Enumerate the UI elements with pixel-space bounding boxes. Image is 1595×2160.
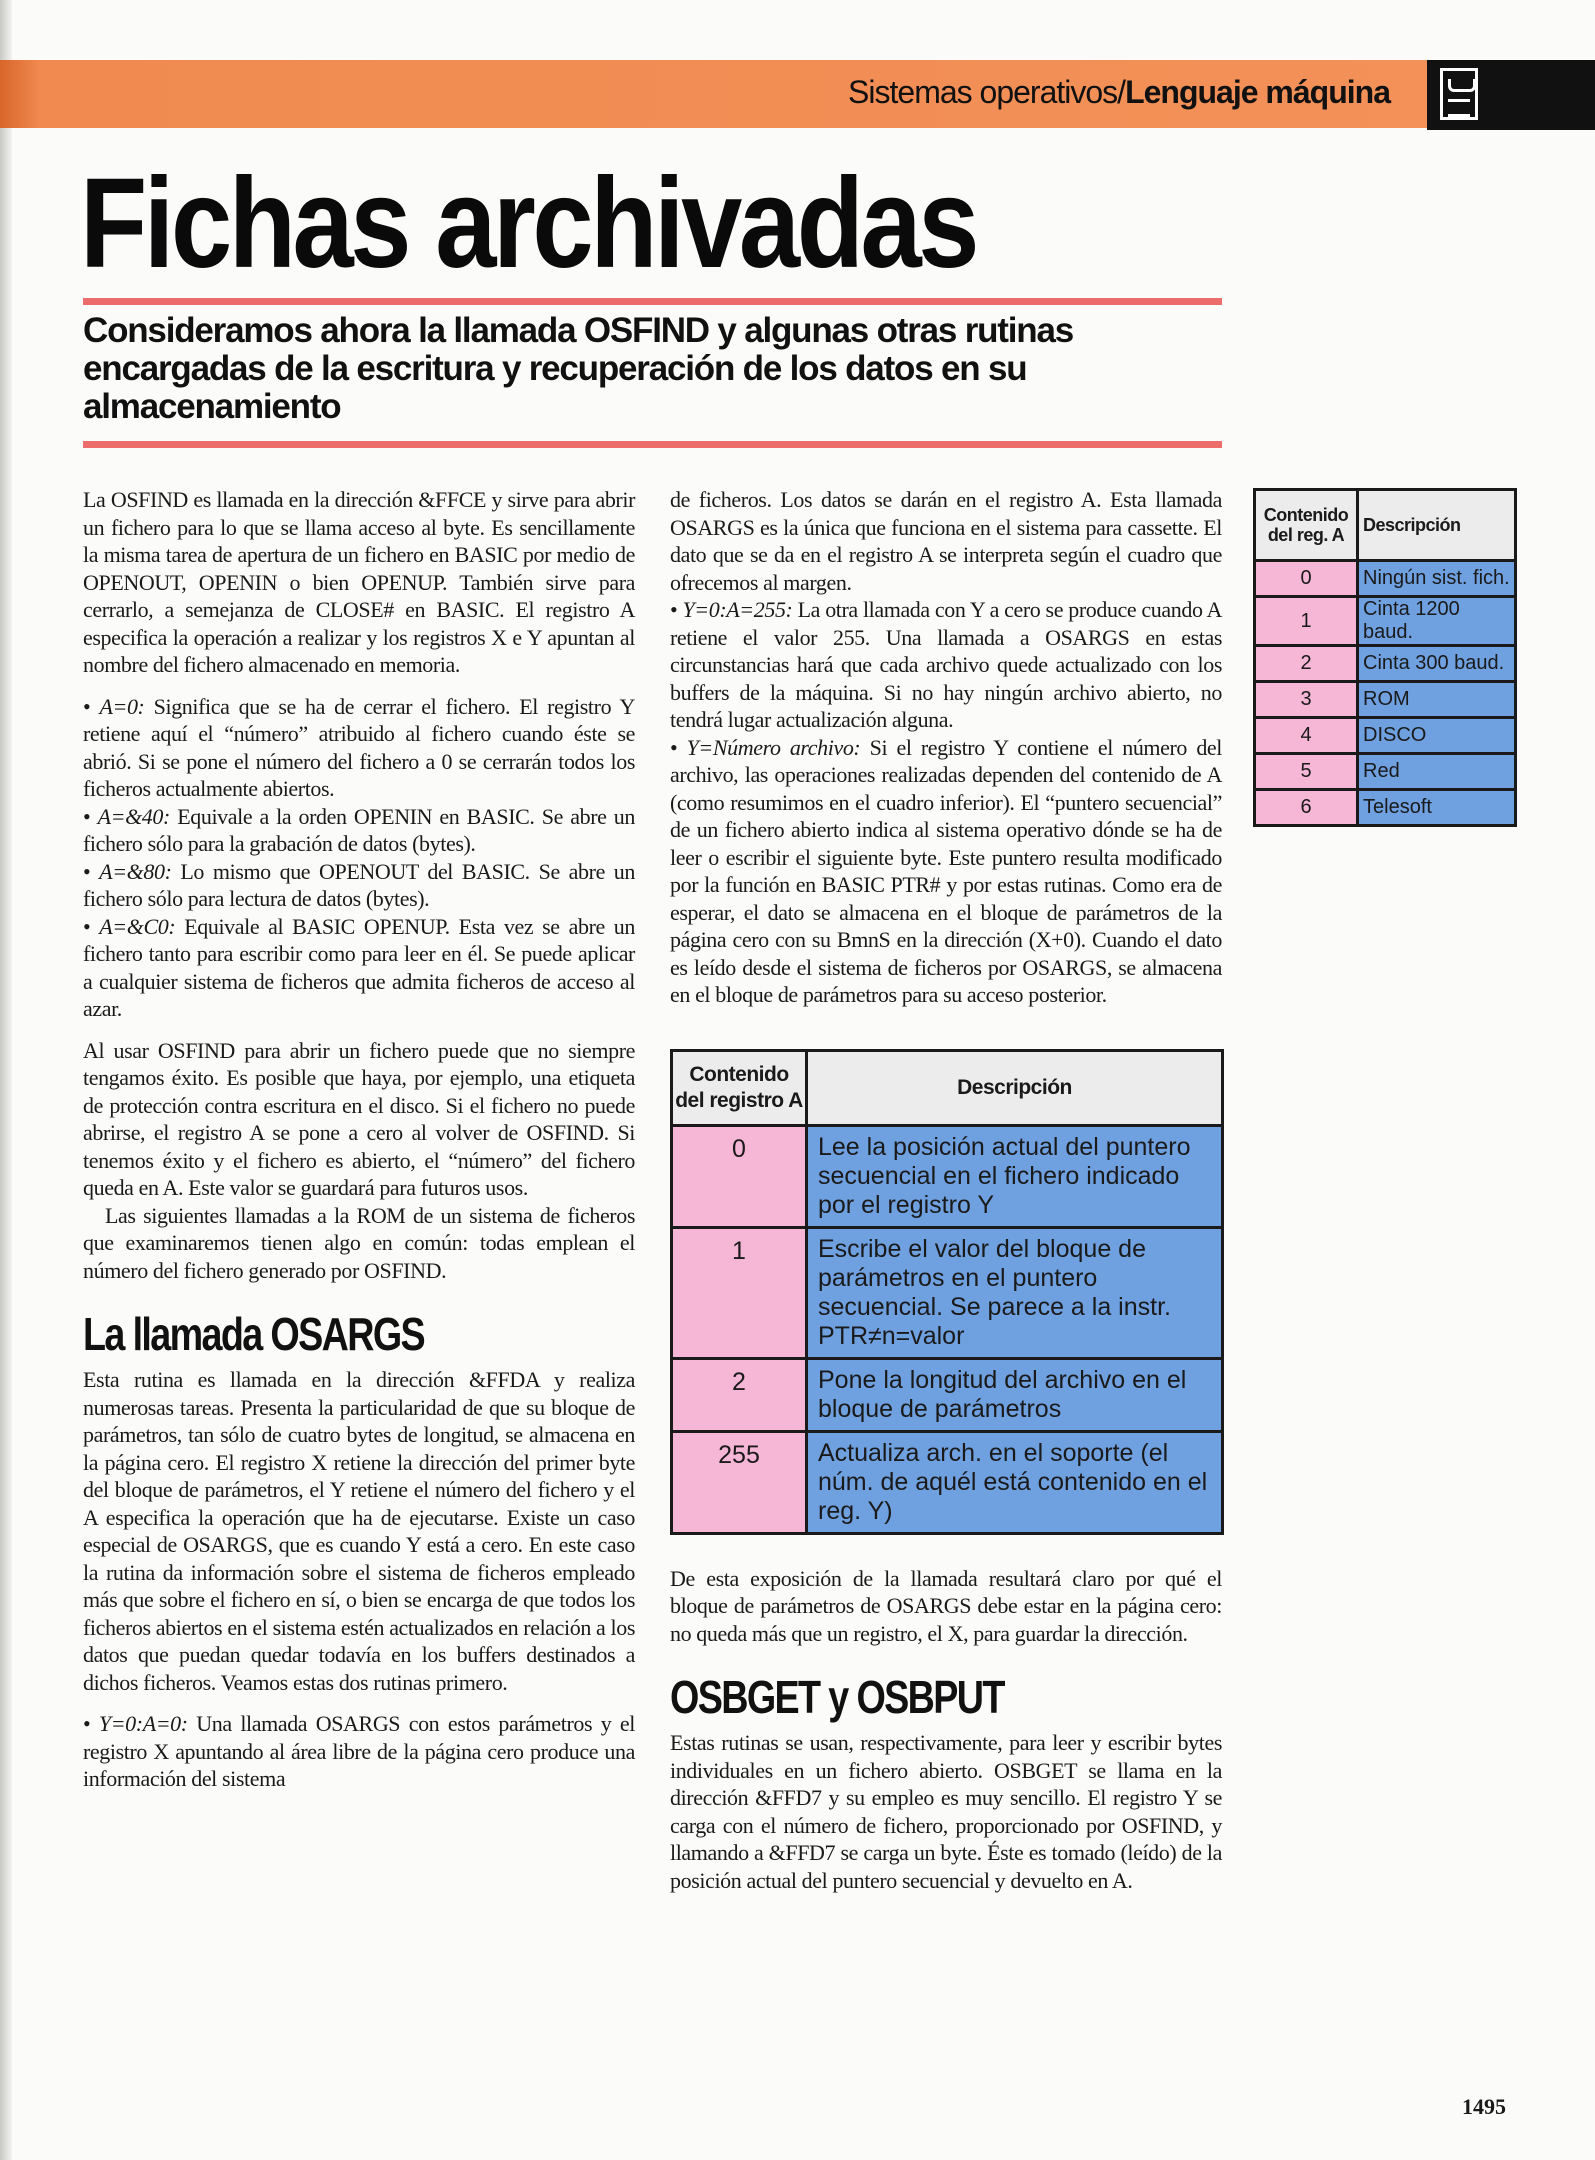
table-cell: 4: [1255, 718, 1358, 754]
table-row: [672, 1125, 1223, 1227]
table-row: [1255, 754, 1516, 790]
table-cell: 2: [672, 1358, 807, 1431]
section-heading: OSBGET y OSBPUT: [670, 1671, 1004, 1723]
column-header: Descripción: [807, 1050, 1223, 1125]
table-cell: Ningún sist. fich.: [1358, 561, 1516, 597]
table-cell: Cinta 300 baud.: [1358, 646, 1516, 682]
paragraph-text: De esta exposición de la llamada resultará claro por qué el bloque de parámetros de OSARGS debe estar en la página cero: no queda más que un registro, el X, para guardar la dirección.: [670, 1565, 1222, 1646]
column-header: Contenido del reg. A: [1255, 490, 1358, 561]
list-item: • Y=Número archivo: Si el registro Y contiene el número del archivo, las operaciones realizadas dependen del contenido de A (como resumimos en el cuadro inferior). El “puntero secuencial” de un fichero abierto indica al sistema operativo dónde se ha de leer o escribir el siguiente byte. Este puntero resulta modificado por la función en BASIC PTR# y por estas rutinas. Como era de esperar, el dato se almacena en el bloque de parámetros de la página cero con su BmnS en la dirección (X+0). Cuando el dato es leído desde el sistema de ficheros por OSARGS, se almacena en el bloque de parámetros para su acceso posterior.: [670, 734, 1222, 1007]
table-cell: ROM: [1358, 682, 1516, 718]
table-header-row: [1255, 490, 1516, 561]
table-cell: 5: [1255, 754, 1358, 790]
paragraph-text: Las siguientes llamadas a la ROM de un sistema de ficheros que examinaremos tienen algo en común: todas emplean el número del fichero generado por OSFIND.: [83, 1202, 635, 1283]
section-label: Sistemas operativos/: [848, 74, 1126, 110]
table-row: [1255, 718, 1516, 754]
table-row: [1255, 597, 1516, 646]
paragraph-text: de ficheros. Los datos se darán en el registro A. Esta llamada OSARGS es la única que funciona en el sistema para cassette. El dato que se da en el registro A se interpreta según el cuadro que ofrecemos al margen.: [670, 487, 1222, 595]
column-header: Contenido del registro A: [672, 1050, 807, 1125]
table-row: [672, 1431, 1223, 1533]
paragraph-text: La OSFIND es llamada en la dirección &FFCE y sirve para abrir un fichero para lo que se llama acceso al byte. Es sencillamente la misma tarea de apertura de un fichero en BASIC por medio de OPENOUT, OPENIN o bien OPENUP. También sirve para cerrarlo, a semejanza de CLOSE# en BASIC. El registro A especifica la operación a realizar y los registros X e Y apuntan al nombre del fichero almacenado en memoria.: [83, 487, 635, 677]
table-row: [1255, 561, 1516, 597]
table-cell: 255: [672, 1431, 807, 1533]
table-cell: Pone la longitud del archivo en el bloque de parámetros: [807, 1358, 1223, 1431]
table-row: [672, 1358, 1223, 1431]
bullet-label: A=&40:: [97, 803, 170, 829]
bullet-label: Y=0:A=0:: [98, 1711, 188, 1736]
paragraph-text: Esta rutina es llamada en la dirección &FFDA y realiza numerosas tareas. Presenta la particularidad de que su bloque de parámetros, tan sólo de cuatro bytes de longitud, se almacena en la página cero. El registro X retiene la dirección del primer byte del bloque de parámetros, el Y retiene el número del fichero y el A especifica la operación que ha de ejecutarse. Existe un caso especial de OSARGS, que es cuando Y está a cero. En este caso la rutina da información sobre el sistema de ficheros empleado más que sobre el fichero en sí, o bien se encarga de que todos los ficheros abiertos en el sistema estén actualizados en relación a los datos que puedan quedar todavía en los buffers destinados a dichos ficheros. Veamos estas dos rutinas primero.: [83, 1367, 635, 1695]
list-item: • A=&80: Lo mismo que OPENOUT del BASIC. Se abre un fichero sólo para lectura de datos (bytes).: [83, 858, 635, 911]
table-cell: DISCO: [1358, 718, 1516, 754]
table-cell: 2: [1255, 646, 1358, 682]
table-cell: Lee la posición actual del puntero secuencial en el fichero indicado por el registro Y: [807, 1125, 1223, 1227]
table-cell: 0: [672, 1125, 807, 1227]
table-row: [1255, 682, 1516, 718]
page-gutter: [0, 0, 12, 2160]
paragraph-text: Estas rutinas se usan, respectivamente, para leer y escribir bytes individuales en un fichero abierto. OSBGET se llama en la dirección &FFD7 y su empleo es muy sencillo. El registro Y se carga con el número de fichero, proporcionado por OSFIND, y llamando a &FFD7 se carga un byte. Éste es tomado (leído) de la posición actual del puntero secuencial y devuelto en A.: [670, 1730, 1222, 1893]
table-header-row: [672, 1050, 1223, 1125]
list-item: • A=&C0: Equivale al BASIC OPENUP. Esta vez se abre un fichero tanto para escribir como para leer en él. Se puede aplicar a cualquier sistema de ficheros que admita ficheros de acceso al azar.: [83, 913, 636, 1021]
table-cell: Actualiza arch. en el soporte (el núm. de aquél está contenido en el reg. Y): [807, 1431, 1223, 1533]
file-system-table: [1253, 488, 1517, 827]
bullet-text: Si el registro Y contiene el número del archivo, las operaciones realizadas dependen del contenido de A (como resumimos en el cuadro inferior). El “puntero secuencial” de un fichero abierto indica al sistema operativo dónde se ha de leer o escribir el siguiente byte. Este puntero resulta modificado por la función en BASIC PTR# y por estas rutinas. Como era de esperar, el dato se almacena en el bloque de parámetros de la página cero con su BmnS en la dirección (X+0). Cuando el dato es leído desde el sistema de ficheros por OSARGS, se almacena en el bloque de parámetros para su acceso posterior.: [670, 734, 1222, 1007]
table-cell: 3: [1255, 682, 1358, 718]
bullet-list: [83, 1710, 635, 1793]
bullet-text: Una llamada OSARGS con estos parámetros y el registro X apuntando al área libre de la página cero produce una información del sistema: [83, 1711, 635, 1791]
bullet-text: Equivale a la orden OPENIN en BASIC. Se abre un fichero sólo para la grabación de datos (bytes).: [83, 803, 635, 856]
bullet-text: Significa que se ha de cerrar el fichero. El registro Y retiene aquí el “número” atribuido al fichero cuando éste se abrió. Si se pone el número del fichero a 0 se cerrarán todos los ficheros actualmente abiertos.: [83, 693, 635, 801]
divider: [83, 441, 1222, 448]
section-heading: La llamada OSARGS: [83, 1308, 425, 1360]
bullet-text: Lo mismo que OPENOUT del BASIC. Se abre un fichero sólo para lectura de datos (bytes).: [83, 858, 635, 911]
list-item: • Y=0:A=255: La otra llamada con Y a cero se produce cuando A retiene el valor 255. Una llamada a OSARGS en estas circunstancias hará que cada archivo quede actualizado con los buffers de la máquina. Si no hay ningún archivo abierto, no tendrá lugar actualización alguna.: [670, 597, 1222, 732]
divider: [83, 298, 1222, 305]
column-header: Descripción: [1358, 490, 1516, 561]
paragraph: [670, 1565, 1222, 1648]
paragraph: [83, 1366, 635, 1696]
page-number: 1495: [1462, 2094, 1506, 2119]
bullet-label: Y=Número archivo:: [686, 734, 861, 760]
table-cell: Escribe el valor del bloque de parámetros en el puntero secuencial. Se parece a la instr. PTR≠n=valor: [807, 1227, 1223, 1358]
table-row: [1255, 646, 1516, 682]
bullet-text: La otra llamada con Y a cero se produce cuando A retiene el valor 255. Una llamada a OSARGS en estas circunstancias hará que cada archivo quede actualizado con los buffers de la máquina. Si no hay ningún archivo abierto, no tendrá lugar actualización alguna.: [670, 597, 1222, 732]
bullet-label: A=&C0:: [99, 913, 176, 939]
table-row: [1255, 790, 1516, 826]
bullet-text: Equivale al BASIC OPENUP. Esta vez se abre un fichero tanto para escribir como para leer en él. Se puede aplicar a cualquier sistema de ficheros que admita ficheros de acceso al azar.: [83, 913, 636, 1021]
list-item: • A=&40: Equivale a la orden OPENIN en BASIC. Se abre un fichero sólo para la grabación de datos (bytes).: [83, 803, 635, 856]
list-item: • A=0: Significa que se ha de cerrar el fichero. El registro Y retiene aquí el “número” atribuido al fichero cuando éste se abrió. Si se pone el número del fichero a 0 se cerrarán todos los ficheros actualmente abiertos.: [83, 693, 635, 801]
table-row: [672, 1227, 1223, 1358]
column-left: [83, 486, 635, 1793]
bullet-label: Y=0:A=255:: [682, 597, 793, 622]
table-cell: 1: [672, 1227, 807, 1358]
paragraph: [670, 1729, 1222, 1894]
table-cell: 0: [1255, 561, 1358, 597]
table-cell: 1: [1255, 597, 1358, 646]
bullet-label: A=0:: [99, 693, 145, 719]
paragraph-text: Al usar OSFIND para abrir un fichero puede que no siempre tengamos éxito. Es posible que haya, por ejemplo, una etiqueta de protección contra escritura en el disco. Si el fichero no puede abrirse, el registro A se pone a cero al volver de OSFIND. Si tenemos éxito y el fichero es abierto, el “número” del fichero queda en A. Este valor se guardará para futuros usos.: [83, 1037, 635, 1200]
page-title: Fichas archivadas: [80, 152, 977, 295]
paragraph: [670, 486, 1222, 1009]
bullet-label: A=&80:: [99, 858, 172, 884]
paragraph: [83, 486, 635, 679]
series-logo-icon: [1440, 68, 1478, 120]
paragraph: [83, 1037, 635, 1285]
table-cell: Telesoft: [1358, 790, 1516, 826]
list-item: • Y=0:A=0: Una llamada OSARGS con estos parámetros y el registro X apuntando al área libre de la página cero produce una información del sistema: [83, 1711, 635, 1791]
bullet-list: [83, 693, 635, 1023]
subtitle: Consideramos ahora la llamada OSFIND y algunas otras rutinas encargadas de la escritura y recuperación de los datos en su almacenamiento: [83, 311, 1073, 426]
table-cell: Cinta 1200 baud.: [1358, 597, 1516, 646]
column-right: [670, 486, 1222, 1894]
subsection-label: Lenguaje máquina: [1125, 74, 1390, 110]
section-header: [848, 74, 1390, 111]
table-cell: 6: [1255, 790, 1358, 826]
register-a-operations-table: [670, 1049, 1224, 1535]
table-cell: Red: [1358, 754, 1516, 790]
